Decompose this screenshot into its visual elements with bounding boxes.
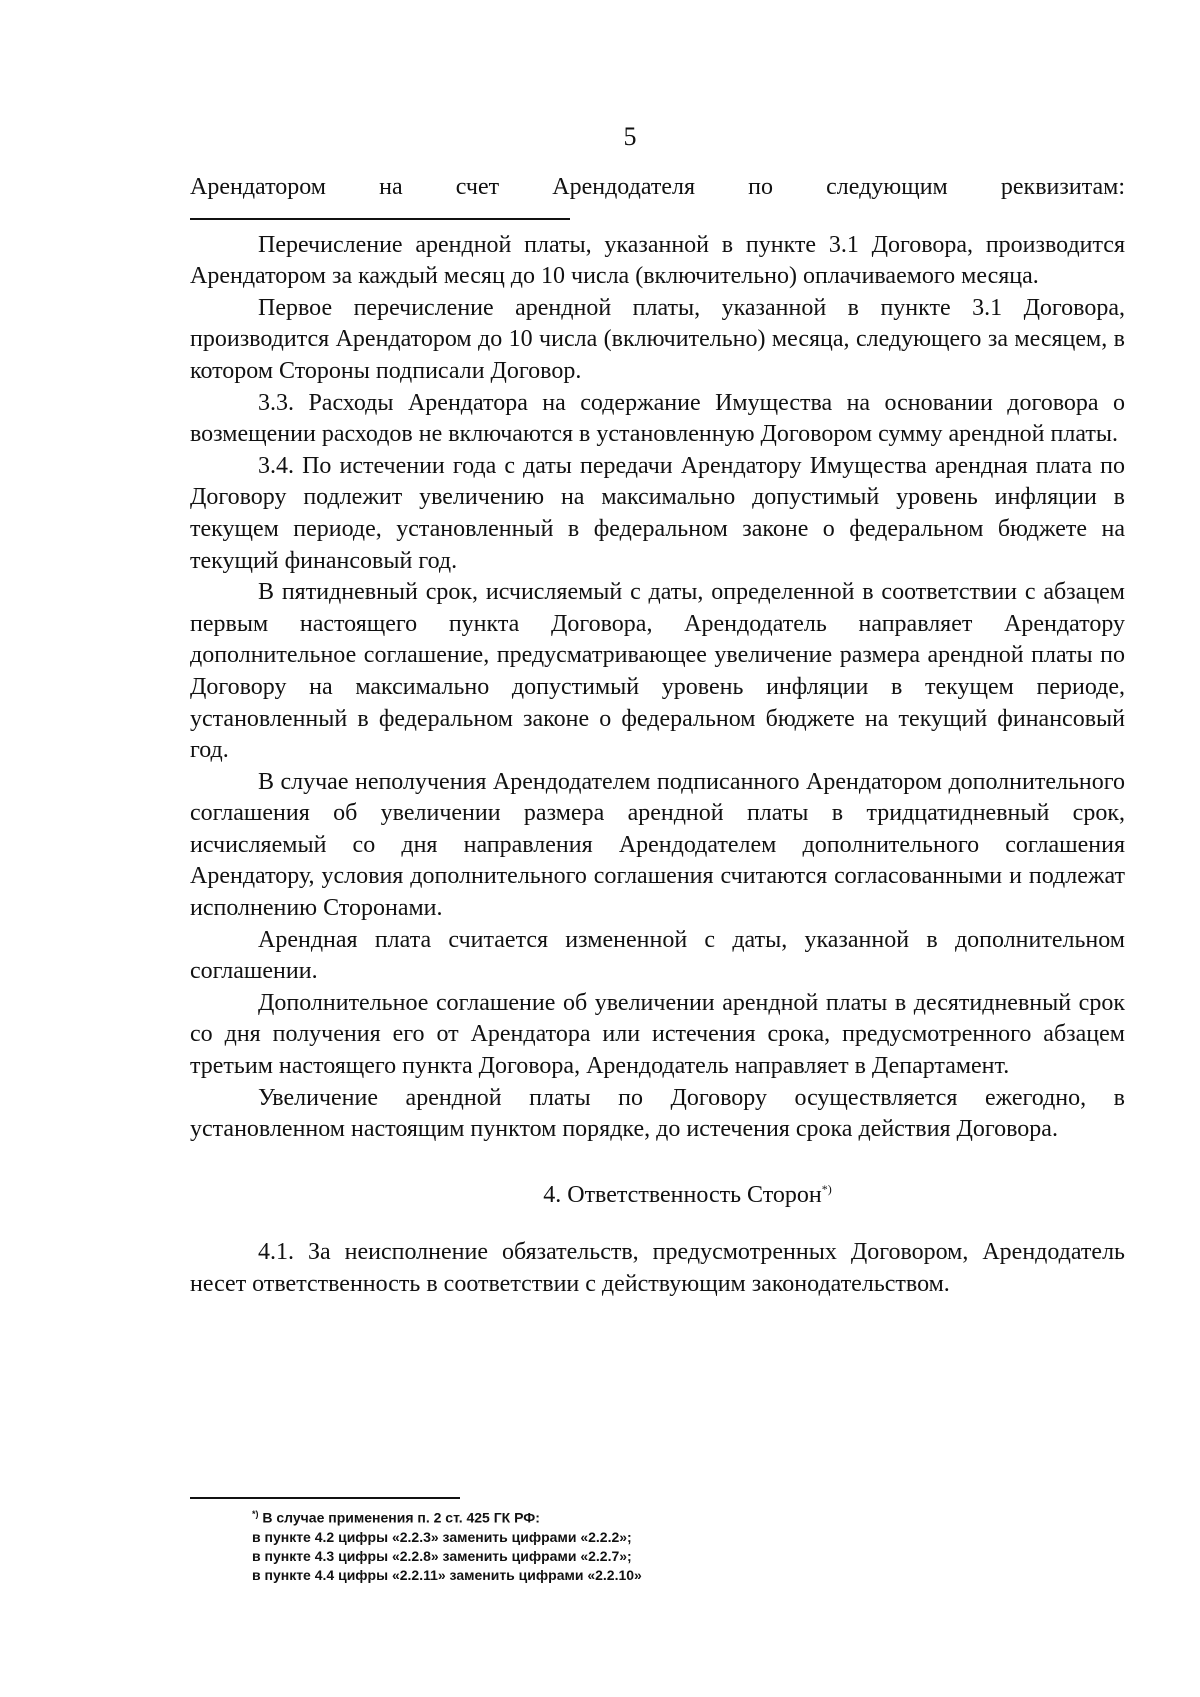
paragraph-annual-increase: Увеличение арендной платы по Договору осуществляется ежегодно, в установленном настоящим пунктом порядке, до истечения срока действия Договора. xyxy=(190,1084,1125,1143)
footnote-rule xyxy=(190,1497,460,1499)
blank-requisites-line xyxy=(190,204,570,220)
paragraph-changed-rent: Арендная плата считается измененной с даты, указанной в дополнительном соглашении. xyxy=(190,926,1125,985)
footnote-item: в пункте 4.2 цифры «2.2.3» заменить цифрами «2.2.2»; xyxy=(252,1528,632,1545)
paragraph-payment-schedule: Перечисление арендной платы, указанной в пункте 3.1 Договора, производится Арендатором за каждый месяц до 10 числа (включительно) оплачиваемого месяца. xyxy=(190,231,1125,290)
footnote-item: в пункте 4.3 цифры «2.2.8» заменить цифрами «2.2.7»; xyxy=(252,1547,632,1564)
footnote-intro xyxy=(252,1505,1052,1528)
footnote-intro-text: В случае применения п. 2 ст. 425 ГК РФ: xyxy=(262,1509,540,1526)
footnote-item: в пункте 4.4 цифры «2.2.11» заменить цифрами «2.2.10» xyxy=(252,1566,642,1583)
section-heading-footnote-mark: *) xyxy=(821,1181,832,1196)
paragraph-five-day-term: В пятидневный срок, исчисляемый с даты, определенной в соответствии с абзацем первым настоящего пункта Договора, Арендодатель направляет Арендатору дополнительное соглашение, предусматривающее увеличение размера арендной платы по Договору на максимально допустимый уровень инфляции в текущем периоде, установленный в федеральном законе о федеральном бюджете на текущий финансовый год. xyxy=(190,579,1125,764)
footnotes xyxy=(252,1505,1052,1585)
paragraph-thirty-day-term: В случае неполучения Арендодателем подписанного Арендатором дополнительного соглашения об увеличении размера арендной платы в тридцатидневный срок, исчисляемый со дня направления Арендодателем дополнительного соглашения Арендатору, условия дополнительного соглашения считаются согласованными и подлежат исполнению Сторонами. xyxy=(190,768,1125,922)
page-number: 5 xyxy=(623,122,637,151)
paragraph-first-payment: Первое перечисление арендной платы, указанной в пункте 3.1 Договора, производится Арендатором до 10 числа (включительно) месяца, следующего за месяцем, в котором Стороны подписали Договор. xyxy=(190,294,1125,384)
paragraph-4-1: 4.1. За неисполнение обязательств, предусмотренных Договором, Арендодатель несет ответственность в соответствии с действующим законодательством. xyxy=(190,1239,1125,1297)
footnote-mark: *) xyxy=(252,1509,259,1519)
paragraph-3-3: 3.3. Расходы Арендатора на содержание Имущества на основании договора о возмещении расходов не включаются в установленную Договором сумму арендной платы. xyxy=(190,389,1125,448)
document-body xyxy=(190,172,1125,1301)
section-heading xyxy=(190,1174,1125,1212)
first-line: Арендатором на счет Арендодателя по следующим реквизитам: xyxy=(190,174,1125,200)
paragraph-3-4: 3.4. По истечении года с даты передачи Арендатору Имущества арендная плата по Договору подлежит увеличению на максимально допустимый уровень инфляции в текущем периоде, установленный в федеральном законе о федеральном бюджете на текущий финансовый год. xyxy=(190,452,1125,574)
paragraph-ten-day-term: Дополнительное соглашение об увеличении арендной платы в десятидневный срок со дня получения его от Арендатора или истечения срока, предусмотренного абзацем третьим настоящего пункта Договора, Арендодатель направляет в Департамент. xyxy=(190,989,1125,1080)
section-heading-text: 4. Ответственность Сторон xyxy=(543,1181,822,1208)
